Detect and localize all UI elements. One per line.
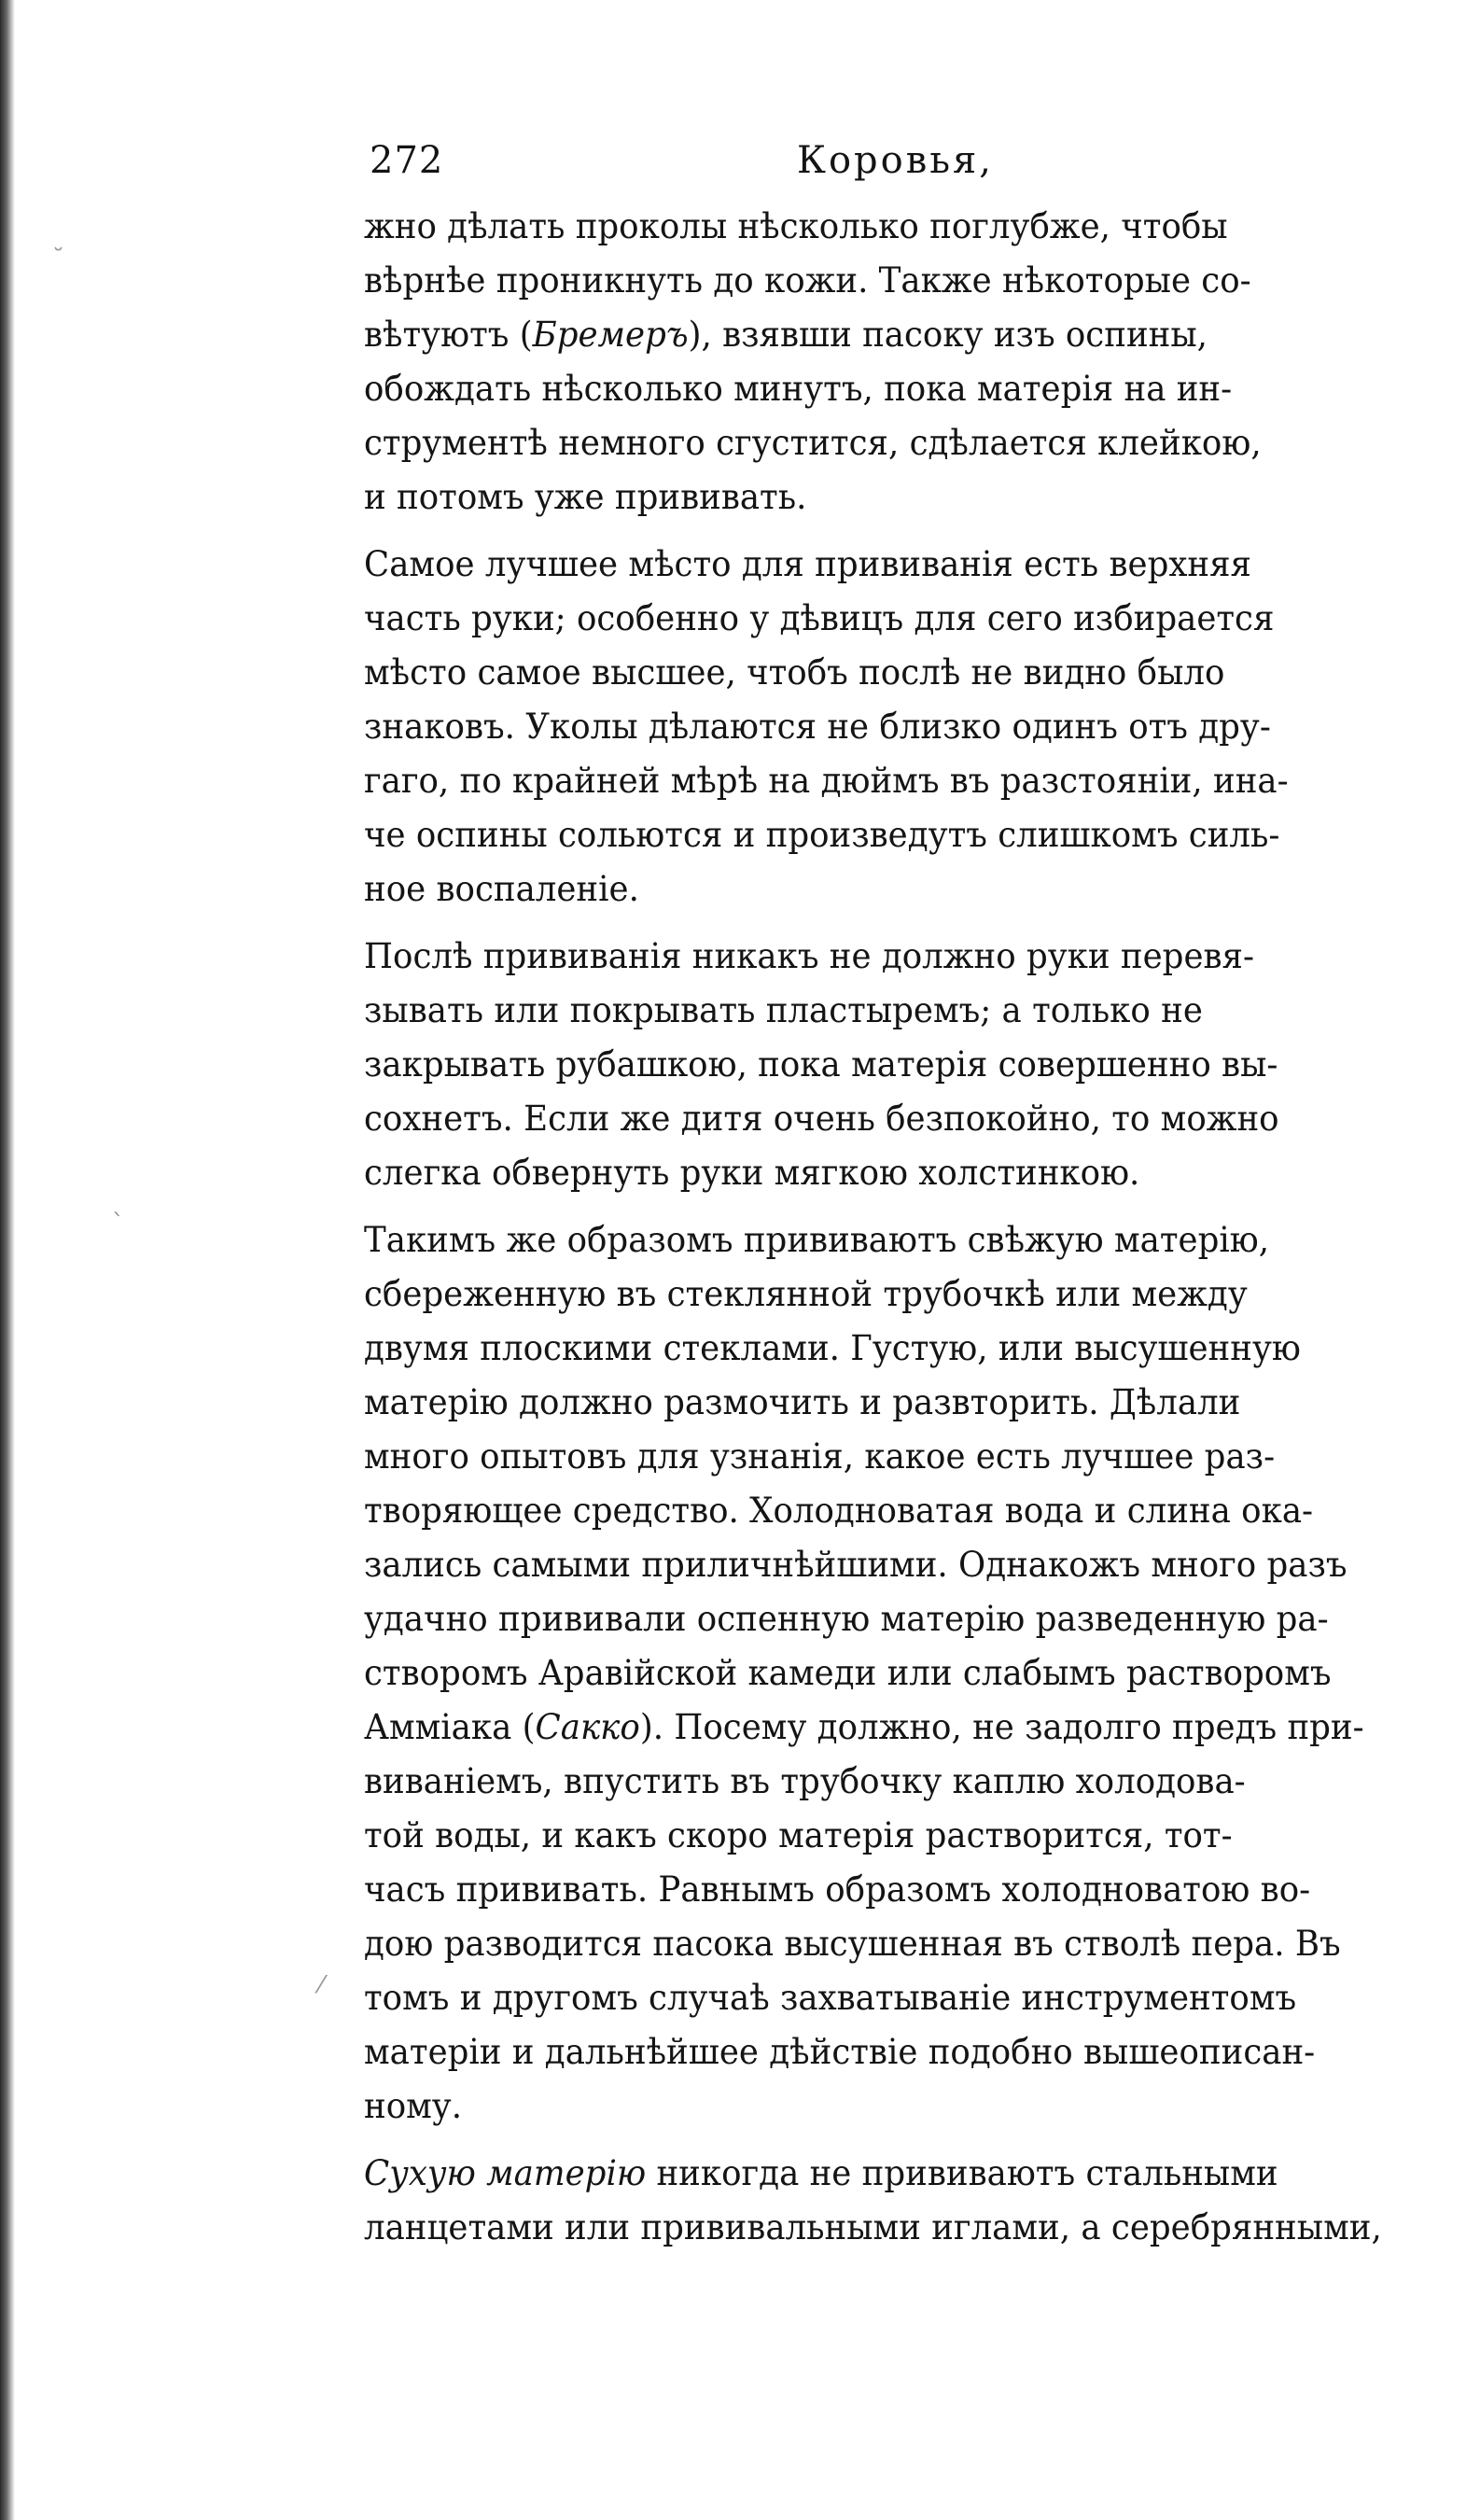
text-line <box>364 308 1437 362</box>
text-line <box>364 538 1437 592</box>
text-line <box>364 592 1437 646</box>
running-head: Коровья, <box>797 139 994 182</box>
text-segment: той воды, и какъ скоро матерія растворится, тот- <box>364 1815 1233 1855</box>
text-segment: Самое лучшее мѣсто для прививанія есть верхняя <box>364 544 1252 584</box>
text-line <box>364 1267 1437 1322</box>
text-line <box>364 1863 1437 1917</box>
text-line <box>364 984 1437 1038</box>
text-line <box>364 1592 1437 1646</box>
page-number: 272 <box>370 139 444 182</box>
text-line <box>364 1092 1437 1146</box>
text-segment: обождать нѣсколько минутъ, пока матерія на ин- <box>364 369 1233 409</box>
text-line <box>364 1213 1437 1267</box>
text-segment: часть руки; особенно у дѣвицъ для сего избирается <box>364 598 1275 638</box>
text-line <box>364 930 1437 984</box>
page-binding-edge <box>0 0 15 2520</box>
italic-text: Сухую матерію <box>364 2153 647 2193</box>
margin-speck: ` <box>112 1210 124 1238</box>
italic-text: Бремеръ <box>532 315 689 355</box>
text-segment: ). Посему должно, не задолго предъ при- <box>639 1707 1364 1747</box>
text-line <box>364 1809 1437 1863</box>
text-segment: вѣрнѣе проникнуть до кожи. Также нѣкоторые со- <box>364 260 1251 301</box>
text-segment: сохнетъ. Если же дитя очень безпокойно, то можно <box>364 1099 1279 1139</box>
text-segment: никогда не прививаютъ стальными <box>646 2153 1278 2193</box>
text-line <box>364 200 1437 254</box>
text-segment: много опытовъ для узнанія, какое есть лучшее раз- <box>364 1436 1276 1477</box>
text-segment: гаго, по крайней мѣрѣ на дюймъ въ разстояніи, ина- <box>364 761 1289 801</box>
text-segment: створомъ Аравійской камеди или слабымъ растворомъ <box>364 1653 1332 1693</box>
text-line <box>364 1484 1437 1538</box>
text-line <box>364 700 1437 754</box>
text-line <box>364 2079 1437 2134</box>
text-line <box>364 1917 1437 1971</box>
text-segment: вѣтуютъ ( <box>364 315 533 355</box>
text-segment: сбереженную въ стеклянной трубочкѣ или между <box>364 1274 1248 1314</box>
text-line <box>364 754 1437 808</box>
text-line <box>364 1430 1437 1484</box>
italic-text: Сакко <box>535 1707 640 1747</box>
margin-speck: ˘ <box>52 245 64 273</box>
text-line <box>364 362 1437 416</box>
text-segment: Послѣ прививанія никакъ не должно руки перевя- <box>364 936 1255 976</box>
text-line <box>364 1322 1437 1376</box>
text-line <box>364 808 1437 862</box>
text-segment: зались самыми приличнѣйшими. Однакожъ много разъ <box>364 1545 1347 1585</box>
text-segment: двумя плоскими стеклами. Густую, или высушенную <box>364 1328 1301 1368</box>
text-line <box>364 416 1437 470</box>
text-line <box>364 2025 1437 2079</box>
text-line <box>364 1646 1437 1701</box>
text-line <box>364 862 1437 917</box>
text-segment: творяющее средство. Холодноватая вода и слина ока- <box>364 1491 1314 1531</box>
text-segment: дою разводится пасока высушенная въ стволѣ пера. Въ <box>364 1924 1341 1964</box>
text-segment: жно дѣлать проколы нѣсколько поглубже, чтобы <box>364 206 1228 246</box>
text-segment: ное воспаленіе. <box>364 869 639 909</box>
text-line <box>364 1038 1437 1092</box>
text-segment: часъ прививать. Равнымъ образомъ холодноватою во- <box>364 1869 1311 1910</box>
text-line <box>364 2147 1437 2201</box>
text-line <box>364 1538 1437 1592</box>
text-segment: Амміака ( <box>364 1707 536 1747</box>
text-line <box>364 646 1437 700</box>
text-segment: зывать или покрывать пластыремъ; а только не <box>364 990 1203 1030</box>
text-segment: виваніемъ, впустить въ трубочку каплю холодова- <box>364 1761 1246 1801</box>
text-segment: томъ и другомъ случаѣ захватываніе инструментомъ <box>364 1978 1297 2018</box>
text-line <box>364 470 1437 525</box>
body-text <box>364 200 1480 2255</box>
text-line <box>364 1376 1437 1430</box>
page-header <box>370 133 1452 198</box>
text-segment: струментѣ немного сгустится, сдѣлается клейкою, <box>364 423 1262 463</box>
text-line <box>364 1755 1437 1809</box>
text-segment: и потомъ уже прививать. <box>364 477 807 517</box>
text-segment: матеріи и дальнѣйшее дѣйствіе подобно вышеописан- <box>364 2032 1316 2072</box>
text-segment: мѣсто самое высшее, чтобъ послѣ не видно было <box>364 652 1225 693</box>
text-segment: Такимъ же образомъ прививаютъ свѣжую матерію, <box>364 1220 1270 1260</box>
text-segment: матерію должно размочить и развторить. Дѣлали <box>364 1382 1241 1422</box>
text-line <box>364 1701 1437 1755</box>
text-segment: слегка обвернуть руки мягкою холстинкою. <box>364 1153 1140 1193</box>
text-line <box>364 2201 1437 2255</box>
text-segment: ланцетами или прививальными иглами, а серебрянными, <box>364 2207 1382 2247</box>
text-segment: ному. <box>364 2086 463 2126</box>
text-line <box>364 1971 1437 2025</box>
margin-speck: ⁄ <box>319 1971 324 1999</box>
text-segment: ), взявши пасоку изъ оспины, <box>688 315 1208 355</box>
text-line <box>364 1146 1437 1200</box>
text-line <box>364 254 1437 308</box>
text-segment: знаковъ. Уколы дѣлаются не близко одинъ отъ дру- <box>364 707 1271 747</box>
text-segment: че оспины сольются и произведутъ слишкомъ силь- <box>364 815 1280 855</box>
text-segment: закрывать рубашкою, пока матерія совершенно вы- <box>364 1044 1278 1085</box>
text-segment: удачно прививали оспенную матерію разведенную ра- <box>364 1599 1329 1639</box>
